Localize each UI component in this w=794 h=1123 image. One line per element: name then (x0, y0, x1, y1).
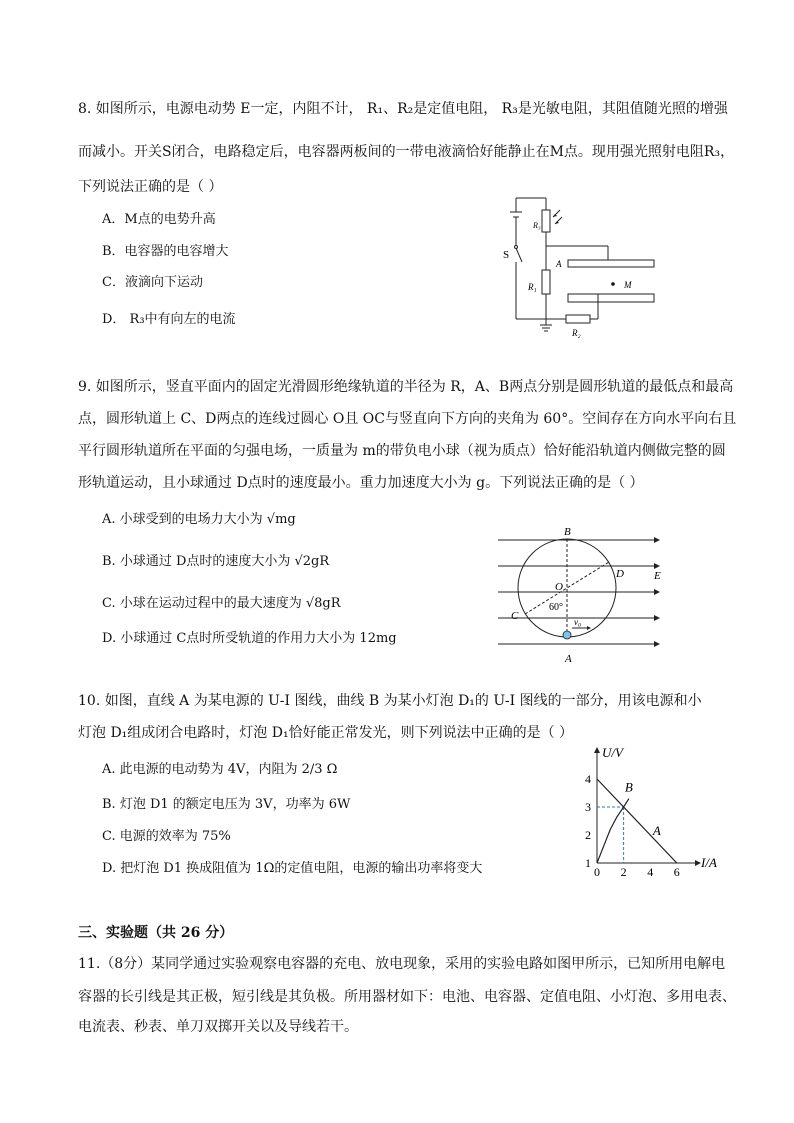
q9-line-4: 形轨道运动，且小球通过 D点时的速度最小。重力加速度大小为 g。下列说法正确的是（ ） (78, 475, 644, 491)
q11-line-3: 电流表、秒表、单刀双掷开关以及导线若干。 (78, 1019, 358, 1035)
q8-line-1: 8. 如图所示，电源电动势 E一定，内阻不计， R₁、R₂是定值电阻， R₃是光敏电阻，其阻值随光照的增强 (78, 101, 728, 117)
q8-option-c: C．液滴向下运动 (102, 275, 203, 290)
label-s: S (503, 249, 510, 261)
label-o: O (555, 581, 563, 593)
q10-option-a: A. 此电源的电动势为 4V，内阻为 2/3 Ω (102, 762, 338, 777)
x-axis-label: I/A (701, 855, 717, 870)
q8-option-a: A．M点的电势升高 (102, 212, 216, 227)
q8-option-b: B．电容器的电容增大 (102, 244, 229, 259)
q9-option-c: C. 小球在运动过程中的最大速度为 √8gR (102, 596, 341, 611)
label-d: D (616, 568, 624, 580)
y-axis-arrow (594, 747, 600, 753)
r3-resistor (542, 210, 550, 232)
q9-option-d: D. 小球通过 C点时所受轨道的作用力大小为 12mg (102, 631, 397, 646)
point-m (611, 282, 615, 286)
q10-line-1: 10. 如图，直线 A 为某电源的 U-I 图线，曲线 B 为某小灯泡 D₁的 U-I 图线的一部分，用该电源和小 (78, 693, 702, 709)
charged-ball (563, 631, 571, 639)
label-c: C (511, 610, 519, 622)
label-a: A (565, 653, 572, 665)
label-a: A (556, 259, 562, 269)
q10-option-d: D. 把灯泡 D1 换成阻值为 1Ω的定值电阻，电源的输出功率将变大 (102, 861, 483, 876)
y-tick-label: 2 (585, 828, 591, 842)
label-b: B (564, 526, 571, 538)
y-tick-label: 3 (585, 800, 591, 814)
label-r1: R₁ (528, 282, 537, 292)
q10-line-2: 灯泡 D₁组成闭合电路时，灯泡 D₁恰好能正常发光，则下列说法中正确的是（ ） (78, 725, 574, 741)
q8-line-2: 而减小。开关S闭合，电路稳定后，电容器两板间的一带电液滴恰好能静止在M点。现用强光照射电阻R₃， (78, 144, 735, 160)
circular-track (518, 539, 616, 637)
r2-resistor (566, 315, 590, 323)
q11-line-1: 11.（8分）某同学通过实验观察电容器的充电、放电现象，采用的实验电路如图甲所示，已知所用电解电 (78, 956, 726, 972)
q10-option-c: C. 电源的效率为 75% (102, 829, 231, 844)
label-r3: R₃ (533, 221, 541, 230)
switch-blade (516, 248, 522, 262)
section-3-title: 三、实验题（共 26 分） (78, 925, 234, 941)
series-label-a: A (652, 823, 661, 838)
q9-circular-track-diagram (492, 522, 672, 667)
q8-line-3: 下列说法正确的是（ ） (78, 179, 223, 195)
x-tick-label: 4 (647, 865, 654, 879)
q9-line-2: 点，圆形轨道上 C、D两点的连线过圆心 O且 OC与竖直向下方向的夹角为 60°。空间存在方向水平向右且 (78, 411, 737, 427)
series-label-b: B (624, 779, 633, 795)
r1-resistor (542, 270, 550, 294)
y-tick-label: 4 (585, 772, 591, 786)
q9-line-3: 平行圆形轨道所在平面的匀强电场，一质量为 m的带负电小球（视为质点）恰好能沿轨道内侧做完整的圆 (78, 443, 726, 459)
q9-option-a: A. 小球受到的电场力大小为 √mg (102, 512, 296, 527)
q9-line-1: 9. 如图所示，竖直平面内的固定光滑圆形绝缘轨道的半径为 R，A、B两点分别是圆形轨道的最低点和最高 (78, 379, 734, 395)
q11-line-2: 容器的长引线是其正极，短引线是其负极。所用器材如下：电池、电容器、定值电阻、小灯泡、多用电表、 (78, 989, 736, 1005)
q9-option-b: B. 小球通过 D点时的速度大小为 √2gR (102, 554, 330, 569)
x-tick-label: 0 (594, 865, 600, 879)
label-angle: 60° (549, 602, 563, 613)
x-tick-label: 2 (620, 865, 627, 879)
series-line-a (597, 779, 677, 863)
q8-option-d: D． R₃中有向左的电流 (102, 312, 236, 327)
label-v0: v₀ (574, 617, 582, 627)
label-e: E (654, 570, 661, 582)
y-tick-label: 1 (585, 856, 591, 870)
q10-ui-chart (575, 745, 725, 885)
y-axis-label: U/V (602, 745, 623, 760)
q10-option-b: B. 灯泡 D1 的额定电压为 3V，功率为 6W (102, 797, 351, 812)
q8-circuit-diagram (500, 190, 670, 340)
label-r2: R₂ (572, 328, 581, 338)
label-m: M (624, 280, 632, 290)
capacitor-plate-b (568, 294, 654, 302)
x-tick-label: 6 (673, 865, 680, 879)
capacitor-plate-a (568, 260, 654, 267)
